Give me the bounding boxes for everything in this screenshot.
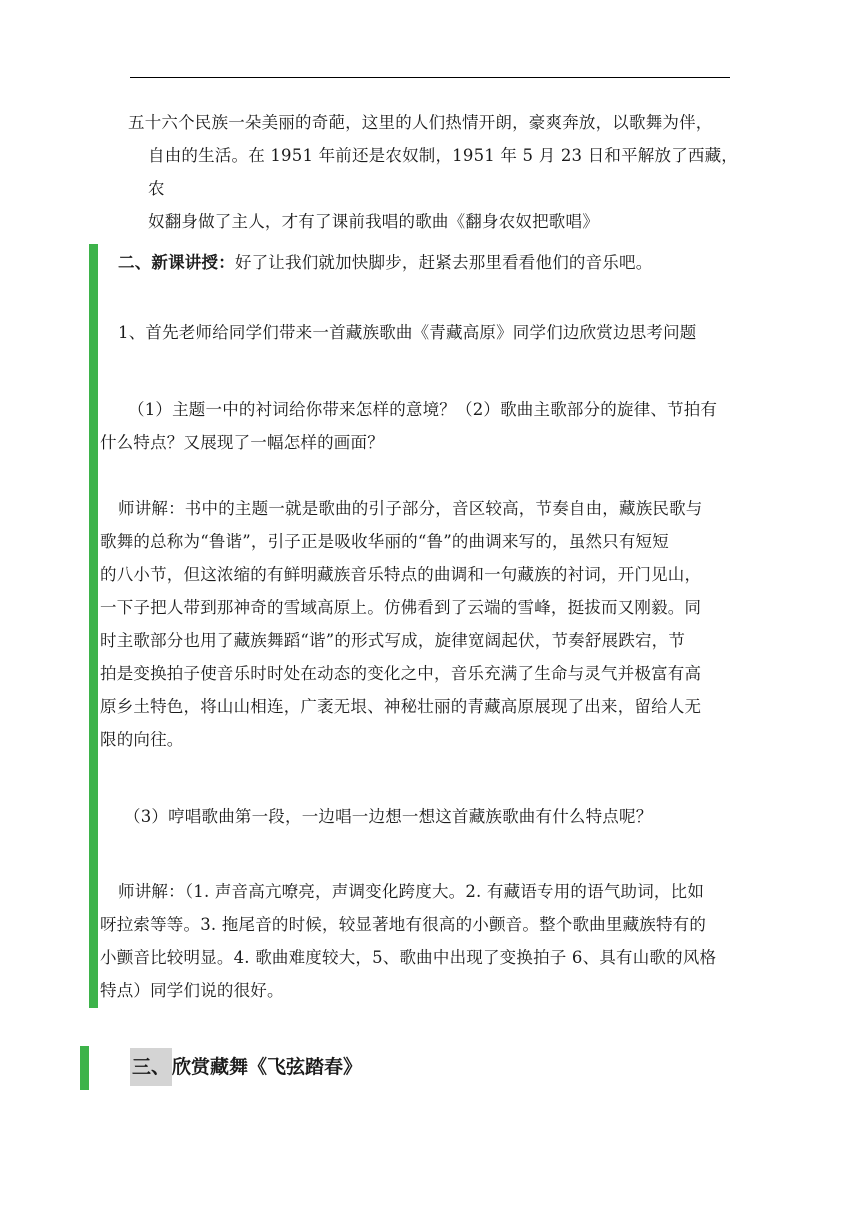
- section3-title: 欣赏藏舞《飞弦踏春》: [172, 1056, 363, 1078]
- text-line: （1）主题一中的衬词给你带来怎样的意境？（2）歌曲主歌部分的旋律、节拍有: [128, 400, 718, 419]
- intro-paragraph: [128, 106, 740, 238]
- questions-paragraph: [100, 393, 736, 459]
- item1-paragraph: [118, 316, 736, 349]
- explanation1-paragraph: [100, 492, 740, 756]
- text-line: 师讲解：书中的主题一就是歌曲的引子部分，音区较高，节奏自由，藏族民歌与: [118, 499, 703, 518]
- text-line: 自由的生活。在 1951 年前还是农奴制，1951 年 5 月 23 日和平解放了西藏，农: [148, 146, 738, 198]
- text-line: 原乡土特色，将山山相连，广袤无垠、神秘壮丽的青藏高原展现了出来，留给人无: [100, 697, 702, 716]
- text-line: 呀拉索等等。3. 拖尾音的时候，较显著地有很高的小颤音。整个歌曲里藏族特有的: [100, 915, 707, 934]
- section2-title: 二、新课讲授：: [118, 253, 235, 272]
- explanation2-paragraph: [100, 875, 740, 1007]
- header-rule: [130, 77, 730, 78]
- section3-heading: [130, 1048, 362, 1086]
- text-line: 一下子把人带到那神奇的雪域高原上。仿佛看到了云端的雪峰，挺拔而又刚毅。同: [100, 598, 702, 617]
- section3-accent-bar: [80, 1046, 89, 1090]
- text-line: 特点）同学们说的很好。: [100, 981, 284, 1000]
- text-line: 拍是变换拍子使音乐时时处在动态的变化之中，音乐充满了生命与灵气并极富有高: [100, 664, 702, 683]
- question3-paragraph: [124, 800, 742, 833]
- text-line: 小颤音比较明显。4. 歌曲难度较大，5、歌曲中出现了变换拍子 6、具有山歌的风格: [100, 948, 717, 967]
- text-line: 五十六个民族一朵美丽的奇葩，这里的人们热情开朗，豪爽奔放，以歌舞为伴，: [128, 113, 713, 132]
- text-line: 1、首先老师给同学们带来一首藏族歌曲《青藏高原》同学们边欣赏边思考问题: [118, 323, 697, 342]
- text-line: 时主歌部分也用了藏族舞蹈“谐”的形式写成，旋律宽阔起伏，节奏舒展跌宕，节: [100, 631, 686, 650]
- text-line: 限的向往。: [100, 730, 184, 749]
- section-accent-bar: [89, 244, 98, 1008]
- text-line: 什么特点？又展现了一幅怎样的画面？: [100, 433, 384, 452]
- section2-text: 好了让我们就加快脚步，赶紧去那里看看他们的音乐吧。: [234, 253, 653, 272]
- text-line: 师讲解：（1. 声音高亢嘹亮，声调变化跨度大。2. 有藏语专用的语气助词，比如: [118, 882, 705, 901]
- section3-number: 三、: [130, 1048, 172, 1086]
- text-line: （3）哼唱歌曲第一段，一边唱一边想一想这首藏族歌曲有什么特点呢？: [124, 807, 653, 826]
- text-line: 的八小节，但这浓缩的有鲜明藏族音乐特点的曲调和一句藏族的衬词，开门见山，: [100, 565, 702, 584]
- text-line: 歌舞的总称为“鲁谐”，引子正是吸收华丽的“鲁”的曲调来写的，虽然只有短短: [100, 532, 669, 551]
- section2-heading: [118, 246, 736, 279]
- text-line: 奴翻身做了主人，才有了课前我唱的歌曲《翻身农奴把歌唱》: [148, 212, 599, 231]
